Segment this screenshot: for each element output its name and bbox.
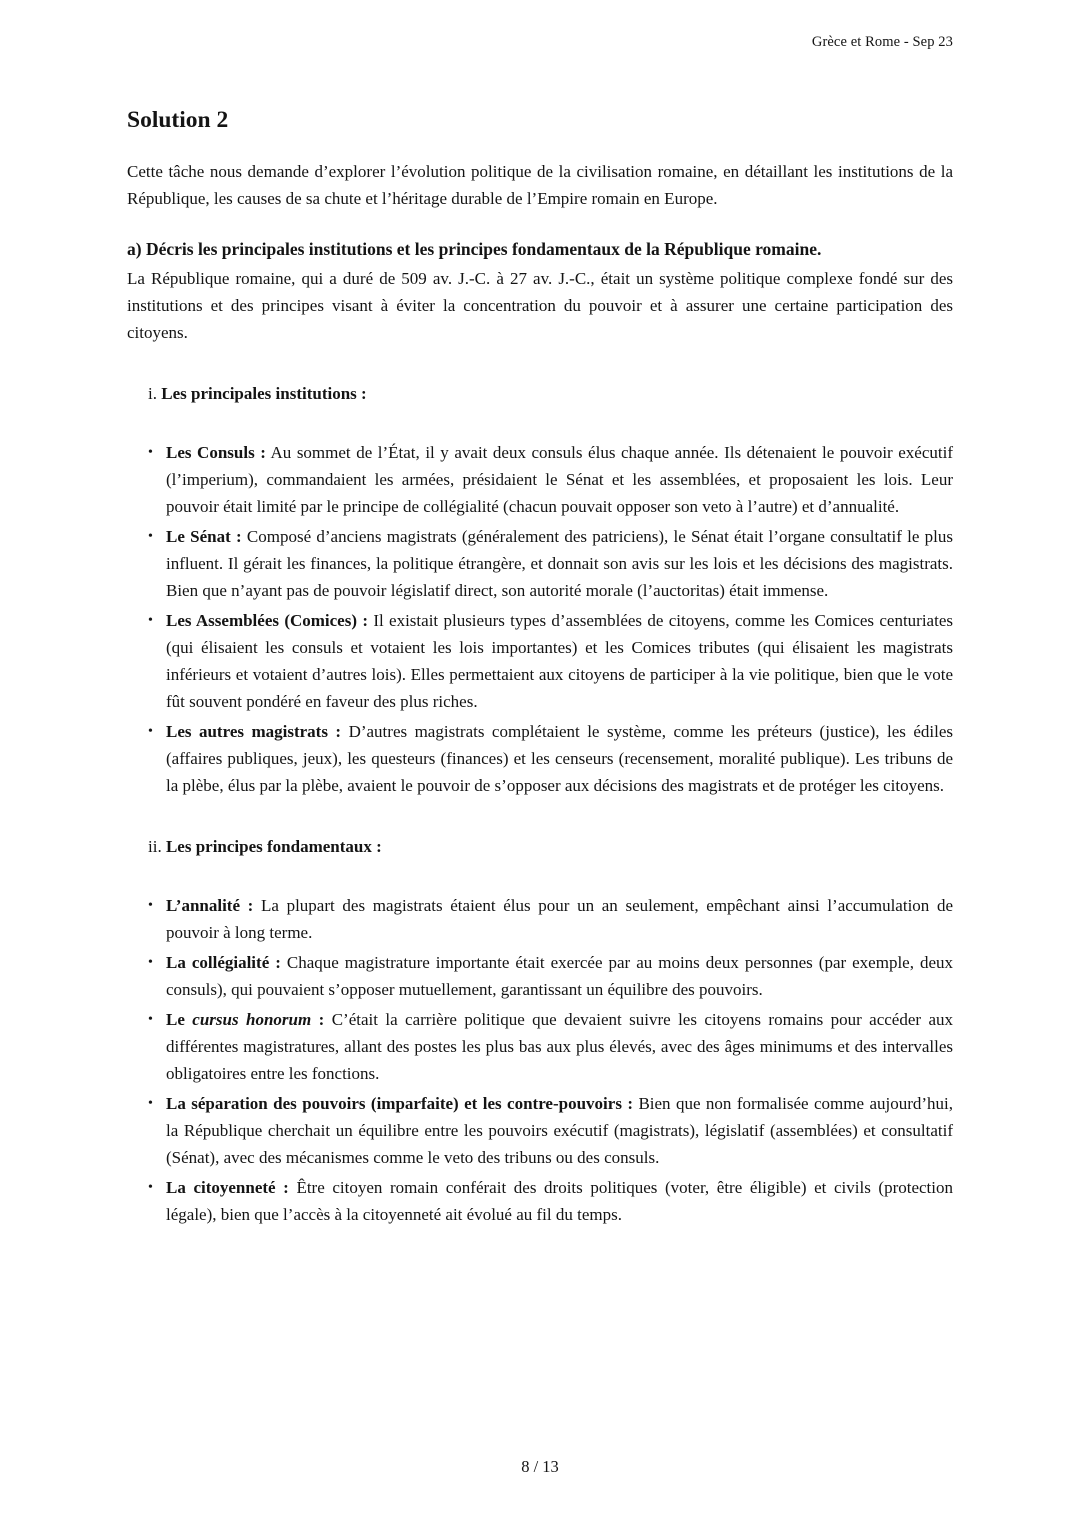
item-lead: La citoyenneté :: [166, 1178, 289, 1197]
item-body: C’était la carrière politique que devaient suivre les citoyens romains pour accéder aux différentes magistratures, allant des postes les plus bas aux plus élevés, avec des âges minimums et des intervalles obligatoires entre les fonctions.: [166, 1010, 953, 1083]
item-body: Composé d’anciens magistrats (généralement des patriciens), le Sénat était l’organe consultatif le plus influent. Il gérait les finances, la politique étrangère, et donnait son avis sur les lois et les décisions des magistrats. Bien que n’ayant pas de pouvoir législatif direct, son autorité morale (l’auctoritas) était immense.: [166, 527, 953, 600]
bullet-icon: •: [148, 898, 153, 913]
list-item: [148, 1090, 953, 1171]
item-lead: La séparation des pouvoirs (imparfaite) et les contre-pouvoirs :: [166, 1094, 634, 1113]
list-item: [148, 1006, 953, 1087]
section-a-paragraph: La République romaine, qui a duré de 509 av. J.-C. à 27 av. J.-C., était un système politique complexe fondé sur des institutions et des principes visant à éviter la concentration du pouvoir et à assurer une certaine participation des citoyens.: [127, 269, 953, 342]
page-header: [127, 34, 953, 51]
list-item: [148, 523, 953, 604]
list-item-text: [166, 1090, 953, 1171]
item-lead: Le Sénat :: [166, 527, 242, 546]
list-item-text: [166, 718, 953, 799]
bullet-icon: •: [148, 724, 153, 739]
section-a-heading: a) Décris les principales institutions et les principes fondamentaux de la République romaine.: [127, 239, 822, 259]
list-item-text: [166, 439, 953, 520]
list-item-text: [166, 607, 953, 715]
item-lead: Les Consuls :: [166, 443, 266, 462]
list-item: [148, 718, 953, 799]
page-title: Solution 2: [127, 107, 229, 133]
item-lead: L’annalité :: [166, 896, 254, 915]
subsection-i-label: Les principales institutions :: [161, 384, 367, 403]
item-lead: Les Assemblées (Comices) :: [166, 611, 368, 630]
bullet-icon: •: [148, 955, 153, 970]
item-lead-post: :: [311, 1010, 325, 1029]
item-body: Chaque magistrature importante était exercée par au moins deux personnes (par exemple, deux consuls), qui pouvaient s’opposer mutuellement, garantissant un équilibre des pouvoirs.: [166, 953, 954, 999]
list-item: [148, 1174, 953, 1228]
list-item-text: [166, 523, 953, 604]
institutions-list: [127, 439, 953, 799]
item-lead-italic: cursus honorum: [192, 1010, 312, 1029]
item-body: Il existait plusieurs types d’assemblées de citoyens, comme les Comices centuriates (qui élisaient les consuls et votaient les lois importantes) et les Comices tributes (qui élisaient les magistrats inférieurs et votaient d’autres lois). Elles permettaient aux citoyens de participer à la vie politique, bien que le vote fût souvent pondéré en faveur des plus riches.: [166, 611, 953, 711]
list-item: [148, 439, 953, 520]
subsection-ii-heading: [148, 833, 953, 860]
list-item: [148, 949, 953, 1003]
item-body: La plupart des magistrats étaient élus pour un an seulement, empêchant ainsi l’accumulation de pouvoir à long terme.: [166, 896, 953, 942]
item-lead: Les autres magistrats :: [166, 722, 342, 741]
item-body: D’autres magistrats complétaient le système, comme les préteurs (justice), les édiles (affaires publiques, jeux), les questeurs (finances) et les censeurs (recensement, moralité publique). Les tribuns de la plèbe, élus par la plèbe, avaient le pouvoir de s’opposer aux décisions des magistrats et de protéger les citoyens.: [166, 722, 953, 795]
subsection-ii-label: Les principes fondamentaux :: [165, 837, 382, 856]
list-item-text: [166, 892, 953, 946]
subsection-i-heading: [148, 380, 953, 407]
bullet-icon: •: [148, 1096, 153, 1111]
list-item: [148, 892, 953, 946]
bullet-icon: •: [148, 529, 153, 544]
item-lead: [166, 1010, 324, 1029]
header-course-label: Grèce et Rome - Sep 23: [811, 34, 953, 50]
bullet-icon: •: [148, 445, 153, 460]
subsection-i-prefix: i.: [148, 384, 157, 403]
page-number: 8 / 13: [521, 1457, 559, 1476]
list-item-text: [166, 1006, 953, 1087]
subsection-ii-prefix: ii.: [148, 837, 162, 856]
item-lead: La collégialité :: [166, 953, 281, 972]
intro-paragraph: Cette tâche nous demande d’explorer l’évolution politique de la civilisation romaine, en détaillant les institutions de la République, les causes de sa chute et l’héritage durable de l’Empire romain en Europe.: [127, 162, 953, 208]
item-body: Être citoyen romain conférait des droits politiques (voter, être éligible) et civils (protection légale), bien que l’accès à la citoyenneté ait évolué au fil du temps.: [166, 1178, 953, 1224]
list-item-text: [166, 949, 953, 1003]
bullet-icon: •: [148, 1012, 153, 1027]
bullet-icon: •: [148, 613, 153, 628]
bullet-icon: •: [148, 1180, 153, 1195]
list-item-text: [166, 1174, 953, 1228]
principes-list: [127, 892, 953, 1228]
item-body: Au sommet de l’État, il y avait deux consuls élus chaque année. Ils détenaient le pouvoir exécutif (l’imperium), commandaient les armées, présidaient le Sénat et les assemblées, et proposaient les lois. Leur pouvoir était limité par le principe de collégialité (chacun pouvait opposer son veto à l’autre) et d’annualité.: [166, 443, 953, 516]
list-item: [148, 607, 953, 715]
item-lead-pre: Le: [166, 1010, 193, 1029]
item-body: Bien que non formalisée comme aujourd’hui, la République cherchait un équilibre entre les pouvoirs exécutif (magistrats), législatif (assemblées) et consultatif (Sénat), avec des mécanismes comme le veto des tribuns ou des consuls.: [166, 1094, 954, 1167]
